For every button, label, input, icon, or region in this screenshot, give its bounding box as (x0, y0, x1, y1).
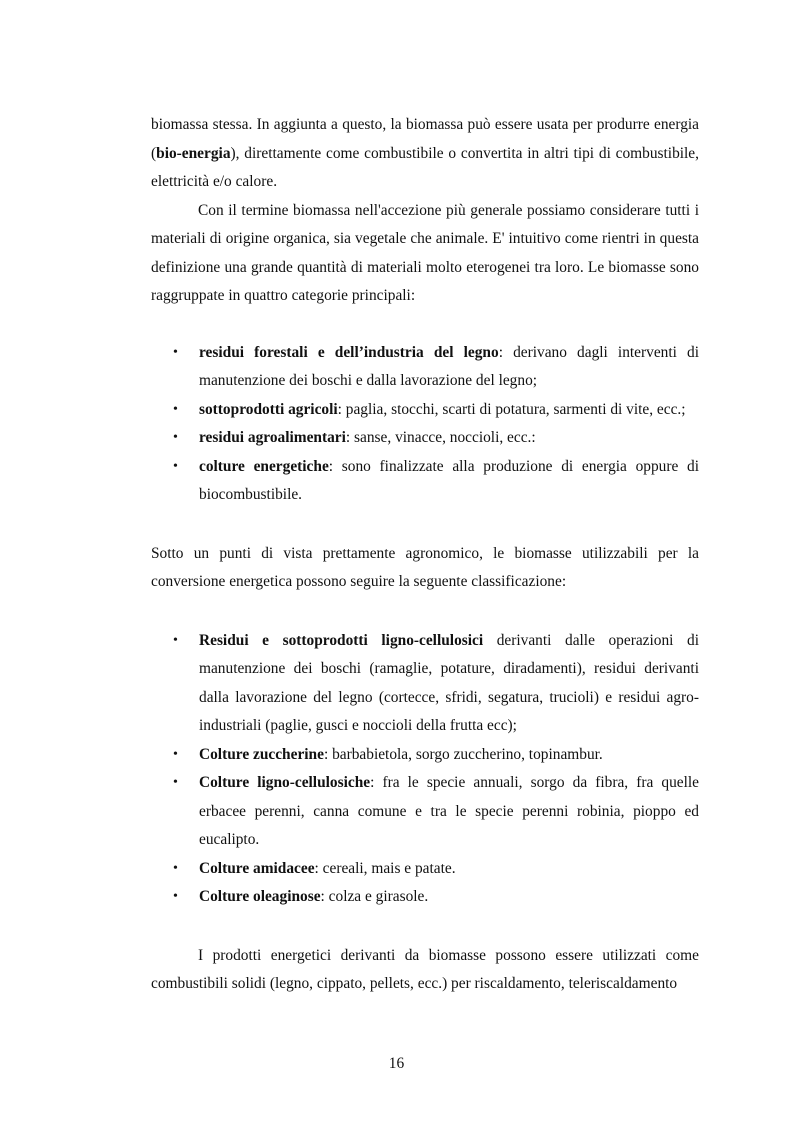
bullet-icon: • (173, 775, 178, 790)
paragraph-classification: Sotto un punti di vista prettamente agronomico, le biomasse utilizzabili per la conversione energetica possono seguire la seguente classificazione: (151, 544, 699, 590)
bullet-icon: • (173, 632, 178, 648)
list-item (151, 453, 699, 510)
agronomic-classification-list (151, 627, 699, 912)
item-term: Colture ligno-cellulosiche (199, 774, 371, 791)
bold-term: bio-energia (156, 144, 231, 162)
item-text: : colza e girasole. (320, 888, 429, 905)
list-item (151, 339, 699, 396)
list-item (151, 769, 699, 855)
item-text: : barbabietola, sorgo zuccherino, topinambur. (323, 745, 603, 763)
item-text: : paglia, stocchi, scarti di potatura, sarmenti di vite, ecc.; (337, 400, 686, 418)
item-text: : sanse, vinacce, noccioli, ecc.: (345, 429, 536, 446)
page-number: 16 (388, 1055, 405, 1072)
bullet-icon: • (173, 889, 178, 904)
paragraph-definition: Con il termine biomassa nell'accezione più generale possiamo considerare tutti i materiali di origine organica, sia vegetale che animale. E' intuitivo come rientri in questa definizione una grande quantità di materiali molto eterogenei tra loro. Le biomasse sono raggruppate in quattro categorie principali: (151, 201, 699, 304)
spacer (151, 912, 699, 942)
biomass-categories-list (151, 339, 699, 510)
item-text: : cereali, mais e patate. (314, 859, 456, 877)
bullet-icon: • (173, 746, 178, 762)
spacer (151, 510, 699, 540)
list-item (151, 883, 699, 912)
item-term: colture energetiche (199, 457, 329, 475)
paragraph-text: ), direttamente come combustibile o convertita in altri tipi di combustibile, elettricità e/o calore. (151, 144, 699, 190)
list-item (151, 424, 699, 453)
item-term: Colture amidacee (199, 859, 315, 877)
list-item (151, 396, 699, 425)
spacer (151, 597, 699, 627)
list-item (151, 855, 699, 884)
bullet-icon: • (173, 860, 178, 876)
bullet-icon: • (173, 430, 178, 445)
bullet-icon: • (173, 401, 178, 417)
paragraph-text: biomassa stessa. In aggiunta a questo, la biomassa può essere usata per produrre energia ( (151, 116, 699, 162)
item-text: : sono finalizzate alla produzione di energia oppure di biocombustibile. (199, 457, 699, 503)
item-text: derivanti dalle operazioni di manutenzione dei boschi (ramaglie, potature, diradamenti), residui derivanti dalla lavorazione del legno (cortecce, sfridi, segatura, trucioli) e residui agro-industriali (paglie, gusci e noccioli della frutta ecc); (199, 631, 699, 734)
bullet-icon: • (173, 458, 178, 474)
bullet-icon: • (173, 344, 178, 360)
paragraph-energy-products: I prodotti energetici derivanti da biomasse possono essere utilizzati come combustibili solidi (legno, cippato, pellets, ecc.) per riscaldamento, teleriscaldamento (151, 946, 699, 992)
list-item (151, 627, 699, 741)
list-item (151, 741, 699, 770)
item-term: Colture oleaginose (199, 888, 321, 905)
item-term: residui agroalimentari (199, 429, 346, 446)
item-term: sottoprodotti agricoli (199, 400, 338, 418)
item-text: : derivano dagli interventi di manutenzione dei boschi e dalla lavorazione del legno; (199, 343, 699, 389)
spacer (151, 311, 699, 339)
item-term: Colture zuccherine (199, 745, 324, 763)
paragraph-bioenergy (151, 111, 699, 197)
item-text: : fra le specie annuali, sorgo da fibra, fra quelle erbacee perenni, canna comune e tra le specie perenni robinia, pioppo ed eucalipto. (199, 774, 699, 848)
item-term: residui forestali e dell’industria del legno (199, 343, 499, 361)
document-body (151, 111, 699, 999)
item-term: Residui e sottoprodotti ligno-cellulosici (199, 631, 484, 649)
